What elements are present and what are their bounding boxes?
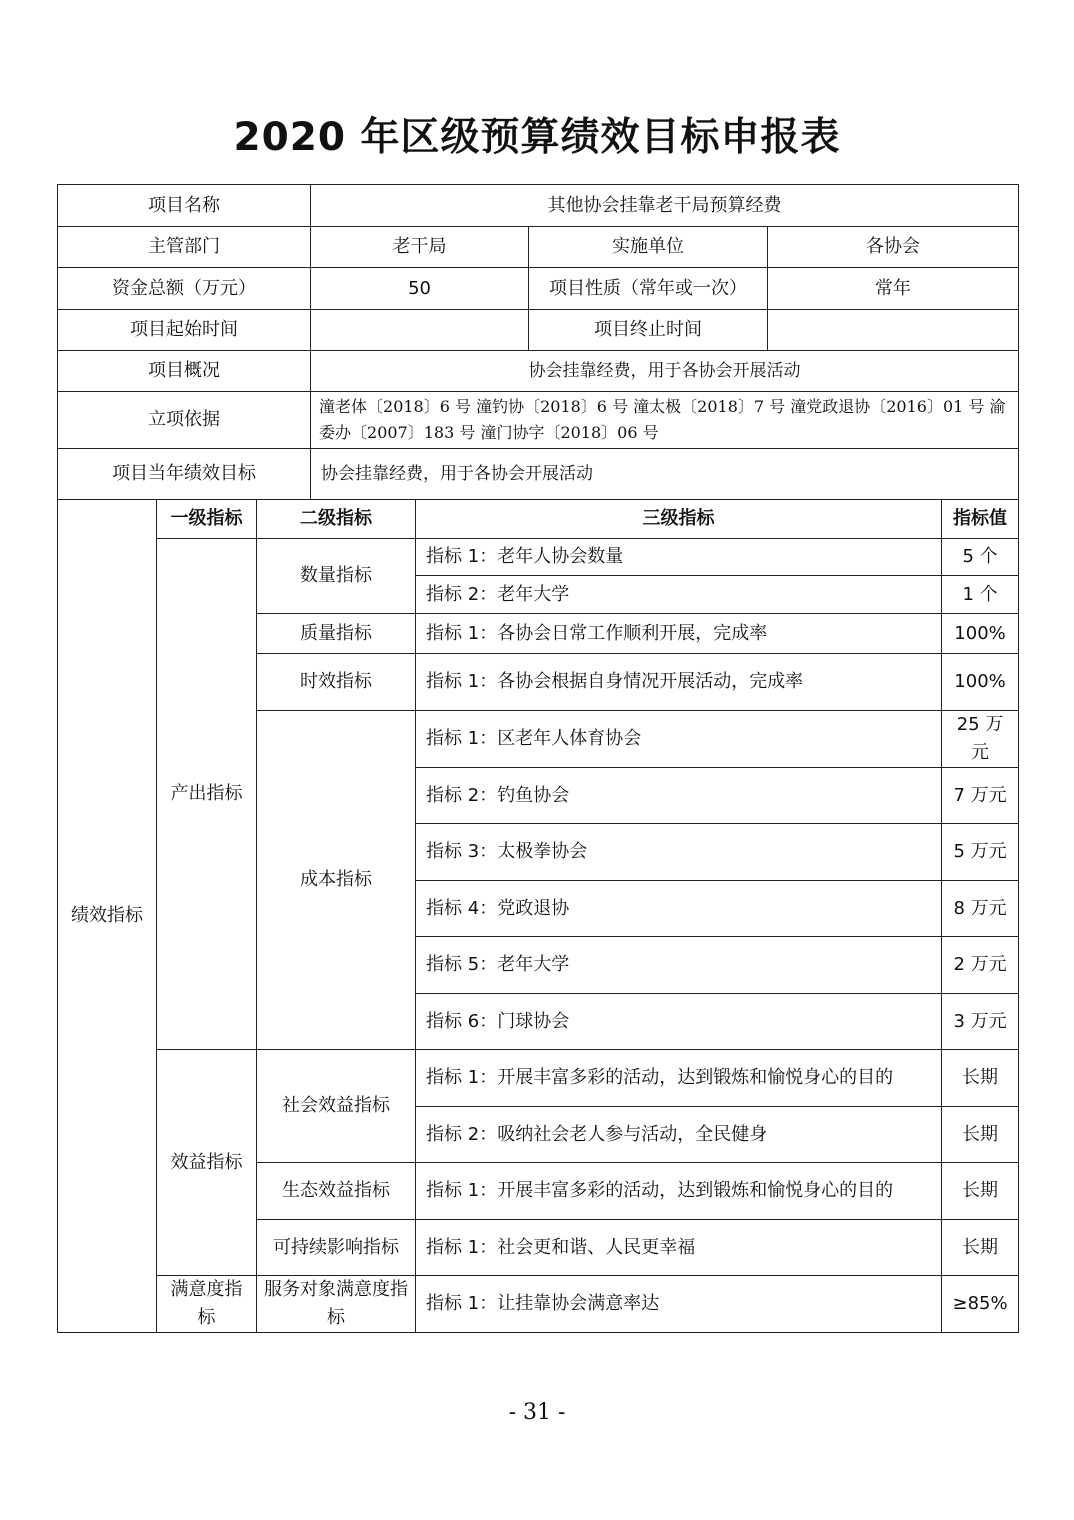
- indicator-value: 7 万元: [942, 768, 1019, 824]
- row-basis: [58, 392, 1019, 449]
- header-value: 指标值: [942, 500, 1019, 539]
- indicator-name: 指标 1：各协会根据自身情况开展活动，完成率: [416, 654, 942, 711]
- indicator-name: 指标 4：党政退协: [416, 881, 942, 937]
- value-end-time: [768, 310, 1019, 351]
- indicator-value: 25 万元: [942, 711, 1019, 768]
- level2-quality: 质量指标: [257, 614, 416, 654]
- indicator-value: 长期: [942, 1163, 1019, 1220]
- indicator-name: 指标 2：钓鱼协会: [416, 768, 942, 824]
- indicator-name: 指标 1：老年人协会数量: [416, 539, 942, 576]
- indicator-value: 8 万元: [942, 881, 1019, 937]
- value-project-name: 其他协会挂靠老干局预算经费: [311, 185, 1019, 227]
- indicator-name: 指标 1：开展丰富多彩的活动，达到锻炼和愉悦身心的目的: [416, 1163, 942, 1220]
- indicator-name: 指标 1：区老年人体育协会: [416, 711, 942, 768]
- label-overview: 项目概况: [58, 351, 311, 392]
- indicator-value: 3 万元: [942, 994, 1019, 1050]
- indicator-value: 1 个: [942, 576, 1019, 614]
- budget-performance-table: [57, 184, 1019, 1333]
- level2-quantity: 数量指标: [257, 539, 416, 614]
- row-indicator-headers: [58, 500, 1019, 539]
- header-level2: 二级指标: [257, 500, 416, 539]
- indicator-value: ≥85%: [942, 1276, 1019, 1333]
- level2-social: 社会效益指标: [257, 1050, 416, 1163]
- label-basis: 立项依据: [58, 392, 311, 449]
- indicator-name: 指标 1：开展丰富多彩的活动，达到锻炼和愉悦身心的目的: [416, 1050, 942, 1107]
- label-unit: 实施单位: [529, 227, 768, 268]
- indicator-name: 指标 1：各协会日常工作顺利开展，完成率: [416, 614, 942, 654]
- row-fund: [58, 268, 1019, 310]
- table-row: [58, 1050, 1019, 1107]
- row-overview: [58, 351, 1019, 392]
- indicator-name: 指标 3：太极拳协会: [416, 824, 942, 881]
- level2-service-satisfaction: 服务对象满意度指标: [257, 1276, 416, 1333]
- indicator-name: 指标 2：吸纳社会老人参与活动，全民健身: [416, 1107, 942, 1163]
- level2-timeliness: 时效指标: [257, 654, 416, 711]
- row-project-name: [58, 185, 1019, 227]
- indicator-value: 长期: [942, 1050, 1019, 1107]
- indicator-name: 指标 1：社会更和谐、人民更幸福: [416, 1220, 942, 1276]
- indicator-value: 2 万元: [942, 937, 1019, 994]
- indicator-value: 100%: [942, 614, 1019, 654]
- level2-ecological: 生态效益指标: [257, 1163, 416, 1220]
- label-annual-goal: 项目当年绩效目标: [58, 449, 311, 500]
- value-fund: 50: [311, 268, 529, 310]
- indicator-name: 指标 2：老年大学: [416, 576, 942, 614]
- value-start-time: [311, 310, 529, 351]
- header-level1: 一级指标: [157, 500, 257, 539]
- value-basis: 潼老体〔2018〕6 号 潼钓协〔2018〕6 号 潼太极〔2018〕7 号 潼党政退协〔2016〕01 号 渝委办〔2007〕183 号 潼门协字〔2018〕06 号: [311, 392, 1019, 449]
- value-annual-goal: 协会挂靠经费，用于各协会开展活动: [311, 449, 1019, 500]
- indicator-value: 5 万元: [942, 824, 1019, 881]
- row-annual-goal: [58, 449, 1019, 500]
- level1-satisfaction: 满意度指标: [157, 1276, 257, 1333]
- section-performance-indicators: 绩效指标: [58, 500, 157, 1333]
- label-project-name: 项目名称: [58, 185, 311, 227]
- indicator-name: 指标 1：让挂靠协会满意率达: [416, 1276, 942, 1333]
- label-department: 主管部门: [58, 227, 311, 268]
- label-nature: 项目性质（常年或一次）: [529, 268, 768, 310]
- label-fund: 资金总额（万元）: [58, 268, 311, 310]
- value-overview: 协会挂靠经费，用于各协会开展活动: [311, 351, 1019, 392]
- label-end-time: 项目终止时间: [529, 310, 768, 351]
- header-level3: 三级指标: [416, 500, 942, 539]
- indicator-name: 指标 6：门球协会: [416, 994, 942, 1050]
- indicator-value: 长期: [942, 1107, 1019, 1163]
- value-nature: 常年: [768, 268, 1019, 310]
- table-row: [58, 539, 1019, 576]
- indicator-value: 5 个: [942, 539, 1019, 576]
- page-title: 2020 年区级预算绩效目标申报表: [233, 115, 841, 160]
- page-number: - 31 -: [508, 1400, 566, 1425]
- value-department: 老干局: [311, 227, 529, 268]
- level1-benefit: 效益指标: [157, 1050, 257, 1276]
- indicator-value: 长期: [942, 1220, 1019, 1276]
- row-dates: [58, 310, 1019, 351]
- indicator-name: 指标 5：老年大学: [416, 937, 942, 994]
- level2-sustainable: 可持续影响指标: [257, 1220, 416, 1276]
- row-department: [58, 227, 1019, 268]
- label-start-time: 项目起始时间: [58, 310, 311, 351]
- level2-cost: 成本指标: [257, 711, 416, 1050]
- indicator-value: 100%: [942, 654, 1019, 711]
- level1-output: 产出指标: [157, 539, 257, 1050]
- value-unit: 各协会: [768, 227, 1019, 268]
- table-row: [58, 1276, 1019, 1333]
